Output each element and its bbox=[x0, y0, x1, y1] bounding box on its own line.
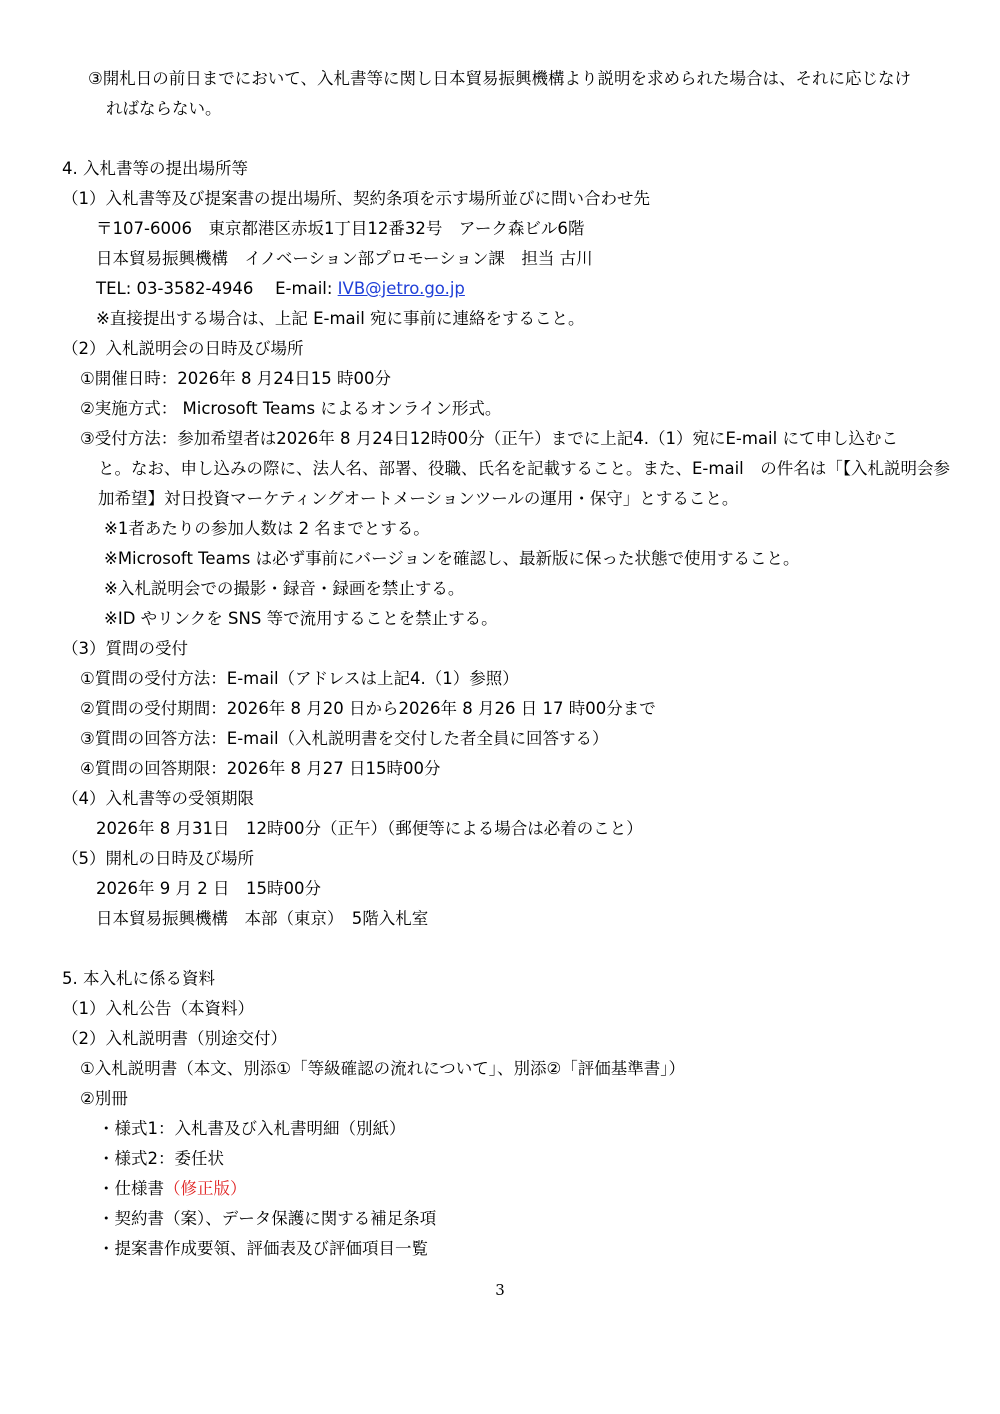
email-link[interactable]: IVB@jetro.go.jp bbox=[337, 279, 465, 298]
opening-datetime: 2026年 9 月 2 日 15時00分 bbox=[96, 879, 321, 898]
contact-tel-email bbox=[96, 274, 465, 304]
direct-submission-note: ※直接提出する場合は、上記 E-mail 宛に事前に連絡をすること。 bbox=[96, 309, 585, 328]
attachment-specification bbox=[98, 1174, 247, 1204]
briefing-datetime: ①開催日時：2026年 8 月24日15 時00分 bbox=[80, 369, 392, 388]
answer-method: ③質問の回答方法：E-mail（入札説明書を交付した者全員に回答する） bbox=[80, 729, 609, 748]
bid-deadline: 2026年 8 月31日 12時00分（正午）（郵便等による場合は必着のこと） bbox=[96, 819, 643, 838]
briefing-registration-line-3: 加希望】対日投資マーケティングオートメーションツールの運用・保守」とすること。 bbox=[98, 489, 739, 508]
section-4-4-heading: （4）入札書等の受領期限 bbox=[62, 789, 254, 808]
document-list-item-2: ②別冊 bbox=[80, 1089, 128, 1108]
contact-address: 〒107-6006 東京都港区赤坂1丁目12番32号 アーク森ビル6階 bbox=[96, 219, 585, 238]
briefing-format: ②実施方式： Microsoft Teams によるオンライン形式。 bbox=[80, 399, 502, 418]
briefing-note-sns: ※ID やリンクを SNS 等で流用することを禁止する。 bbox=[104, 609, 498, 628]
specification-label: ・仕様書 bbox=[98, 1179, 164, 1198]
opening-place: 日本貿易振興機構 本部（東京） 5階入札室 bbox=[96, 909, 429, 928]
section-5-1: （1）入札公告（本資料） bbox=[62, 999, 254, 1018]
section-4-5-heading: （5）開札の日時及び場所 bbox=[62, 849, 254, 868]
question-method: ①質問の受付方法：E-mail（アドレスは上記4.（1）参照） bbox=[80, 669, 519, 688]
page-number: 3 bbox=[495, 1281, 505, 1299]
section-5-heading: 5. 本入札に係る資料 bbox=[62, 969, 215, 988]
question-period: ②質問の受付期間：2026年 8 月20 日から2026年 8 月26 日 17 時00分まで bbox=[80, 699, 656, 718]
briefing-registration-line-2: と。なお、申し込みの際に、法人名、部署、役職、氏名を記載すること。また、E-mail の件名は「【入札説明会参 bbox=[98, 459, 950, 478]
answer-deadline: ④質問の回答期限：2026年 8 月27 日15時00分 bbox=[80, 759, 441, 778]
attachment-form-2: ・様式2：委任状 bbox=[98, 1149, 224, 1168]
briefing-registration-line-1: ③受付方法：参加希望者は2026年 8 月24日12時00分（正午）までに上記4.（1）宛にE-mail にて申し込むこ bbox=[80, 429, 898, 448]
section-4-heading: 4. 入札書等の提出場所等 bbox=[62, 159, 248, 178]
section-4-1-heading: （1）入札書等及び提案書の提出場所、契約条項を示す場所並びに問い合わせ先 bbox=[62, 189, 650, 208]
document-list-item-1: ①入札説明書（本文、別添①「等級確認の流れについて」、別添②「評価基準書」） bbox=[80, 1059, 686, 1078]
briefing-note-recording: ※入札説明会での撮影・録音・録画を禁止する。 bbox=[104, 579, 465, 598]
section-4-2-heading: （2）入札説明会の日時及び場所 bbox=[62, 339, 304, 358]
attachment-contract: ・契約書（案）、データ保護に関する補足条項 bbox=[98, 1209, 437, 1228]
attachment-form-1: ・様式1：入札書及び入札書明細（別紙） bbox=[98, 1119, 406, 1138]
attachment-proposal-guide: ・提案書作成要領、評価表及び評価項目一覧 bbox=[98, 1239, 428, 1258]
contact-organization: 日本貿易振興機構 イノベーション部プロモーション課 担当 古川 bbox=[96, 249, 593, 268]
contact-tel: TEL: 03-3582-4946 E-mail: bbox=[96, 279, 338, 298]
section-4-3-heading: （3）質問の受付 bbox=[62, 639, 188, 658]
briefing-note-participants: ※1者あたりの参加人数は 2 名までとする。 bbox=[104, 519, 430, 538]
clause-3-item-3-line-2: ればならない。 bbox=[106, 99, 222, 118]
briefing-note-teams: ※Microsoft Teams は必ず事前にバージョンを確認し、最新版に保った状態で使用すること。 bbox=[104, 549, 800, 568]
section-5-2: （2）入札説明書（別途交付） bbox=[62, 1029, 287, 1048]
revision-badge: （修正版） bbox=[164, 1179, 247, 1198]
clause-3-item-3-line-1: ③開札日の前日までにおいて、入札書等に関し日本貿易振興機構より説明を求められた場合は、それに応じなけ bbox=[88, 69, 911, 88]
